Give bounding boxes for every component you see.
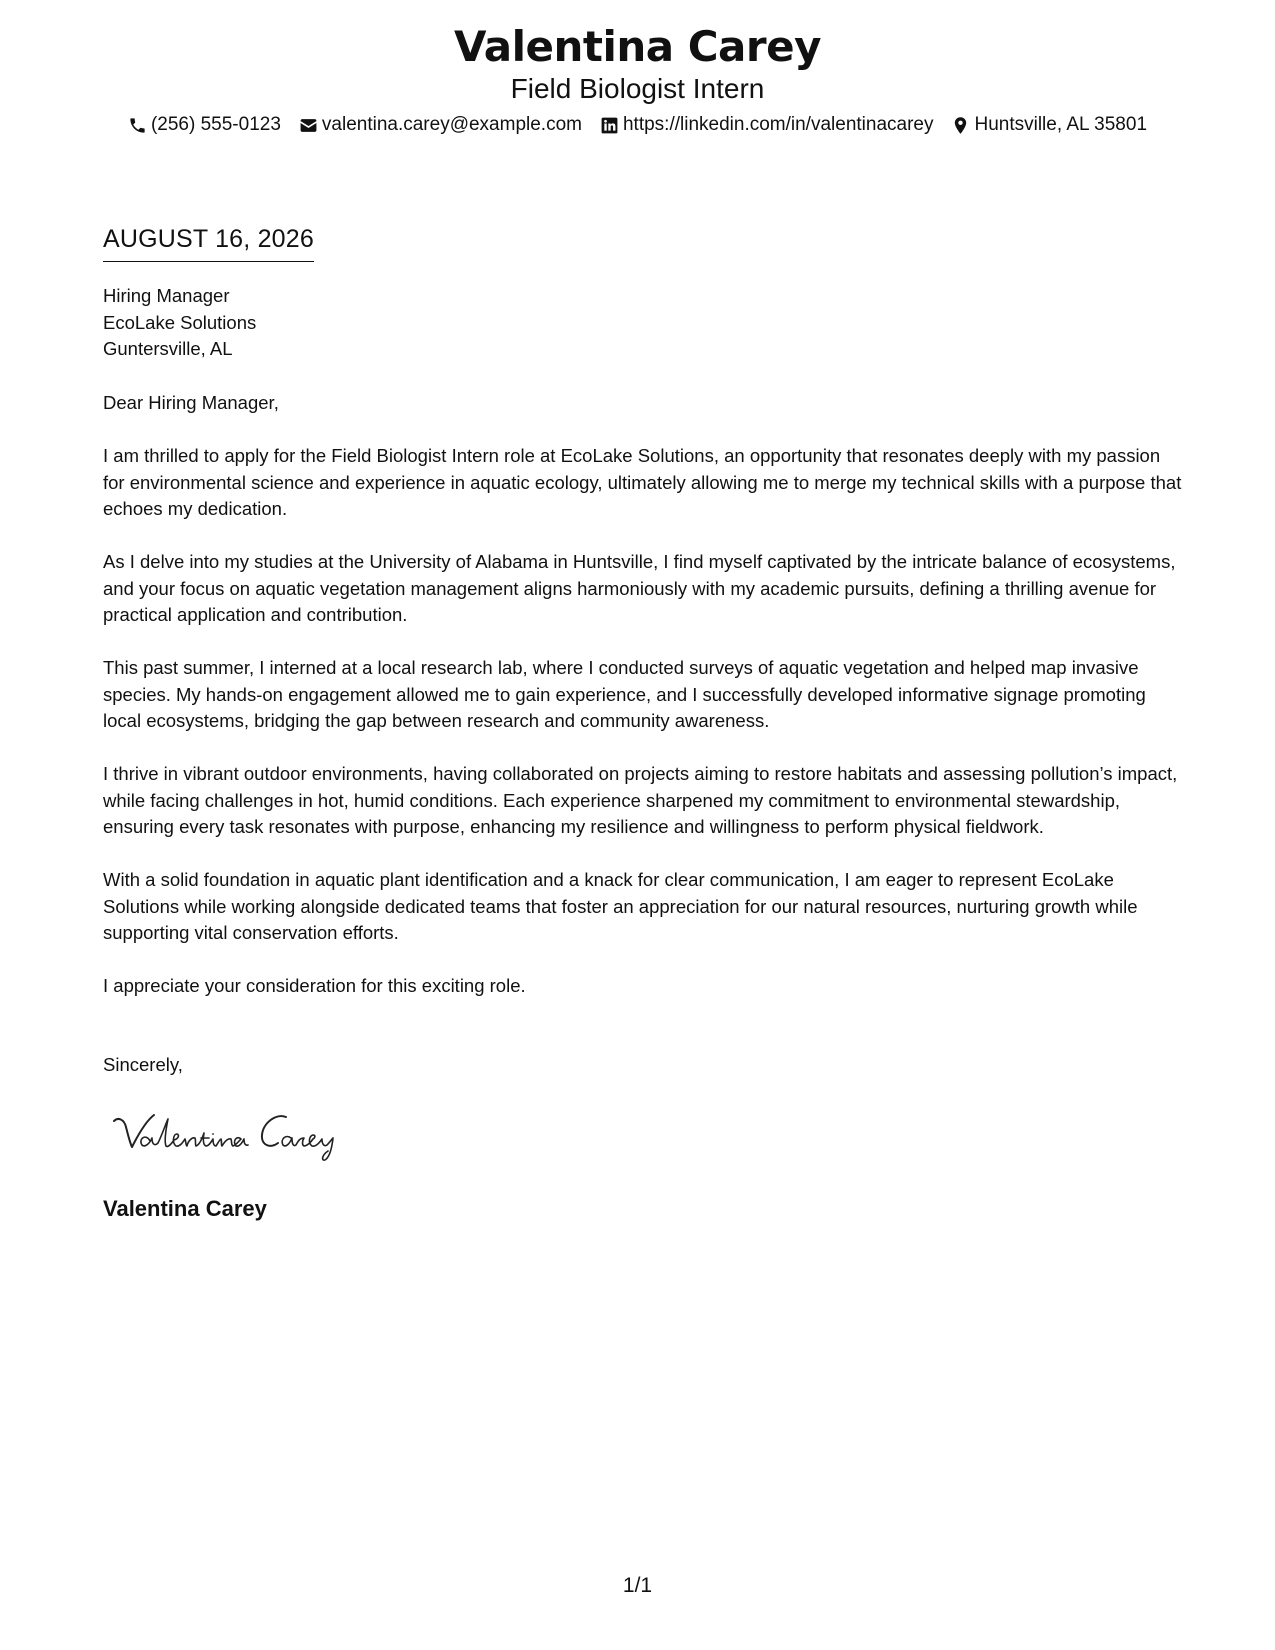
body-paragraph: I thrive in vibrant outdoor environments, having collaborated on projects aiming to restore habitats and assessing pollution’s impact, while facing challenges in hot, humid conditions. Each experience sharpened my commitment to environmental stewardship, ensuring every task resonates with purpose, enhancing my resilience and willingness to perform physical fieldwork.	[103, 763, 1178, 837]
contact-email[interactable]	[299, 112, 582, 138]
body-paragraph: As I delve into my studies at the University of Alabama in Huntsville, I find myself captivated by the intricate balance of ecosystems, and your focus on aquatic vegetation management aligns harmoniously with my academic pursuits, defining a thrilling avenue for practical application and contribution.	[103, 551, 1176, 625]
recipient-company: EcoLake Solutions	[103, 311, 257, 333]
phone-number: (256) 555-0123	[150, 114, 281, 135]
job-title: Field Biologist Intern	[510, 73, 765, 104]
salutation: Dear Hiring Manager,	[103, 392, 279, 413]
contact-location	[951, 112, 1147, 138]
body-paragraph: With a solid foundation in aquatic plant identification and a knack for clear communication, I am eager to represent EcoLake Solutions while working alongside dedicated teams that foster an appreciation for our natural resources, nurturing growth while supporting vital conservation efforts.	[103, 869, 1138, 943]
linkedin-icon	[600, 116, 619, 135]
recipient-location: Guntersville, AL	[103, 338, 233, 359]
body-paragraph: This past summer, I interned at a local research lab, where I conducted surveys of aquatic vegetation and helped map invasive species. My hands-on engagement allowed me to gain experience, and I successfully developed informative signage promoting local ecosystems, bridging the gap between research and community awareness.	[103, 657, 1146, 731]
body-paragraph: I am thrilled to apply for the Field Biologist Intern role at EcoLake Solutions, an opportunity that resonates deeply with my passion for environmental science and experience in aquatic ecology, ultimately allowing me to merge my technical skills with a purpose that echoes my dedication.	[103, 445, 1182, 519]
phone-icon	[128, 116, 147, 135]
map-pin-icon	[951, 116, 970, 135]
recipient-title: Hiring Manager	[103, 285, 230, 306]
page-number: 1/1	[622, 1574, 653, 1597]
linkedin-url[interactable]: https://linkedin.com/in/valentinacarey	[622, 114, 934, 135]
contact-phone	[128, 112, 281, 138]
contact-linkedin[interactable]	[600, 112, 934, 138]
envelope-icon	[299, 116, 318, 135]
contact-bar	[0, 112, 1275, 138]
applicant-name: Valentina Carey	[454, 22, 821, 71]
letter-body	[103, 390, 1183, 1026]
recipient-block	[103, 283, 256, 363]
signer-name: Valentina Carey	[103, 1196, 267, 1221]
body-paragraph: I appreciate your consideration for this exciting role.	[103, 975, 526, 996]
handwritten-signature	[108, 1105, 358, 1165]
email-address[interactable]: valentina.carey@example.com	[321, 114, 582, 135]
closing: Sincerely,	[103, 1054, 183, 1075]
location-text: Huntsville, AL 35801	[974, 114, 1148, 135]
letter-header	[0, 22, 1275, 106]
letter-date: AUGUST 16, 2026	[103, 222, 314, 262]
